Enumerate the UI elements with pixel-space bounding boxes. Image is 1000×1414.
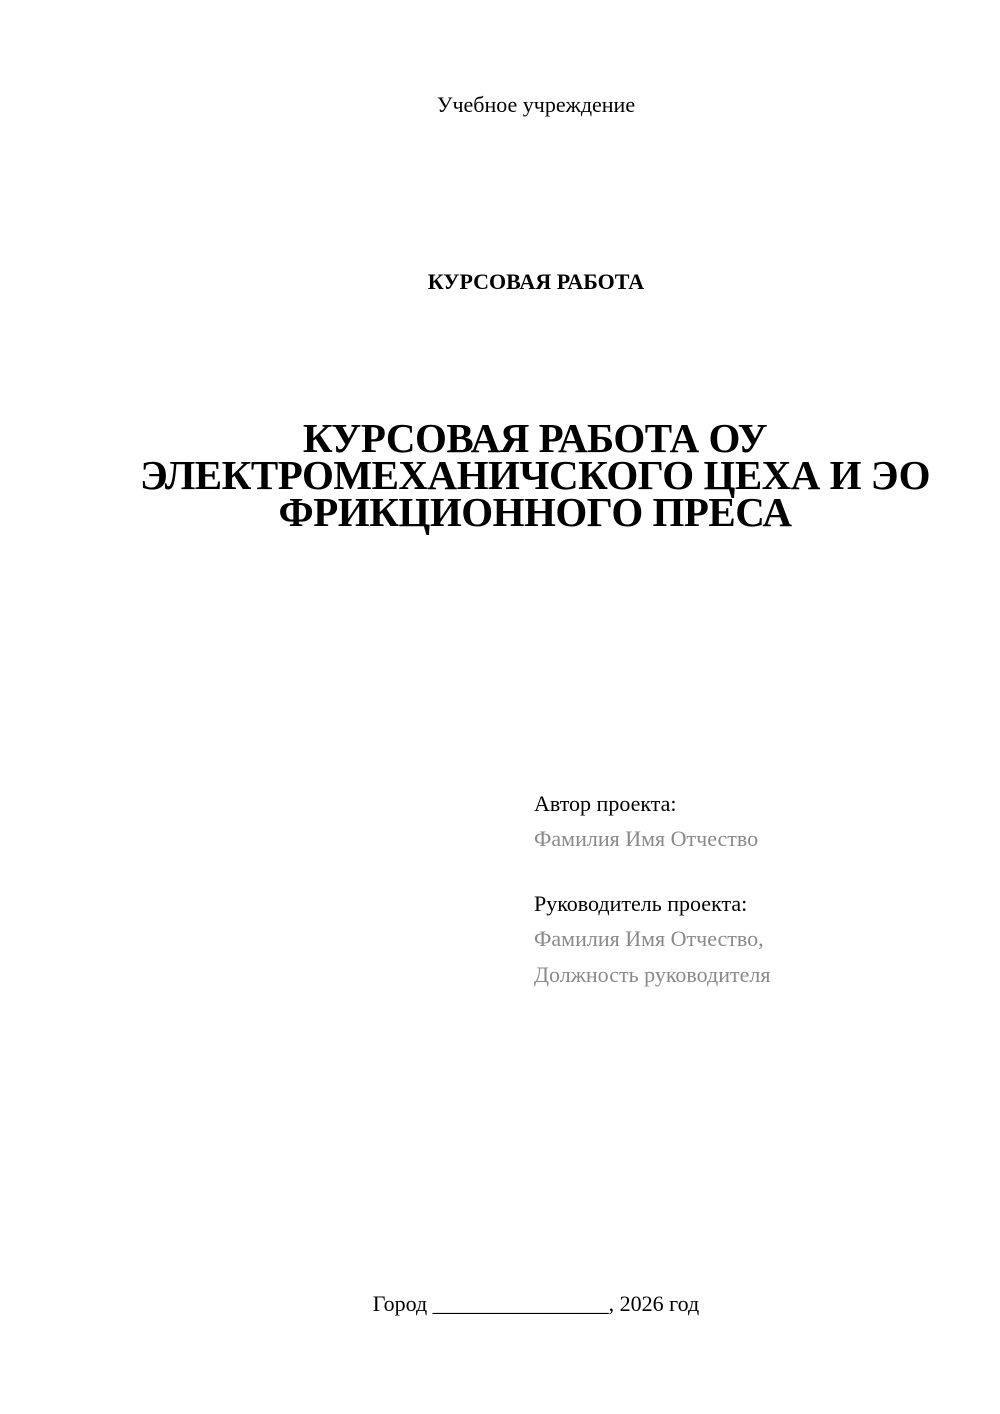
project-people-block [534,787,974,993]
document-title [100,415,970,535]
supervisor-position: Должность руководителя [534,962,771,987]
document-title-line-1: КУРСОВАЯ РАБОТА ОУ [302,415,768,461]
work-type-heading: КУРСОВАЯ РАБОТА [427,269,645,294]
document-title-line-2: ЭЛЕКТРОМЕХАНИЧСКОГО ЦЕХА И ЭО [140,452,930,498]
city-year-footer: Город ________________, 2026 год [372,1291,700,1316]
author-name: Фамилия Имя Отчество [534,826,759,851]
supervisor-name: Фамилия Имя Отчество, [534,926,764,951]
document-title-line-3: ФРИКЦИОННОГО ПРЕСА [278,489,792,535]
spacer [534,857,974,887]
author-label: Автор проекта: [534,791,677,816]
supervisor-label: Руководитель проекта: [534,891,748,916]
institution-name: Учебное учреждение [436,92,636,117]
